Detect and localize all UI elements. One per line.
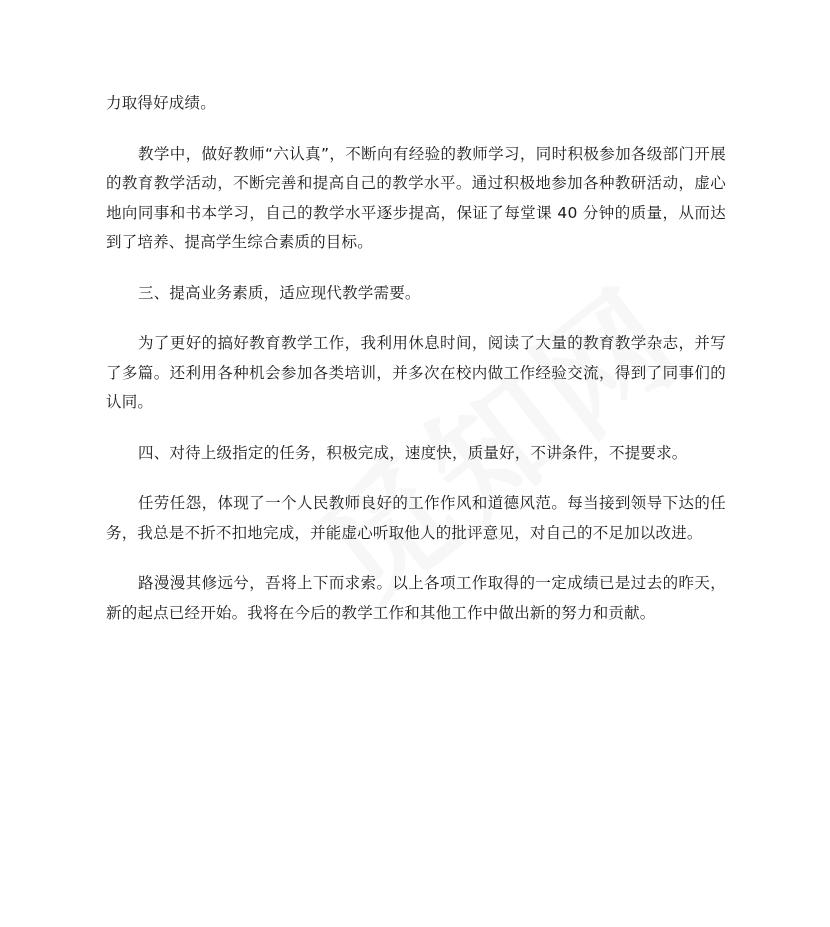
paragraph-training: 为了更好的搞好教育教学工作，我利用休息时间，阅读了大量的教育教学杂志，并写了多篇。还利用各种机会参加各类培训，并多次在校内做工作经验交流，得到了同事们的认同。 [106, 334, 726, 411]
paragraph-conclusion: 路漫漫其修远兮，吾将上下而求索。以上各项工作取得的一定成绩已是过去的昨天，新的起点已经开始。我将在今后的教学工作和其他工作中做出新的努力和贡献。 [106, 574, 726, 622]
section-heading-four: 四、对待上级指定的任务，积极完成，速度快，质量好，不讲条件，不提要求。 [138, 443, 688, 462]
paragraph-diligence: 任劳任怨，体现了一个人民教师良好的工作作风和道德风范。每当接到领导下达的任务，我总是不折不扣地完成，并能虚心听取他人的批评意见，对自己的不足加以改进。 [106, 494, 726, 542]
document-body [106, 89, 726, 649]
section-heading-three: 三、提高业务素质，适应现代教学需要。 [138, 283, 421, 302]
paragraph-continuation: 力取得好成绩。 [106, 94, 216, 112]
paragraph-teaching: 教学中，做好教师“六认真”，不断向有经验的教师学习，同时积极参加各级部门开展的教育教学活动，不断完善和提高自己的教学水平。通过积极地参加各种教研活动，虚心地向同事和书本学习，自己的教学水平逐步提高，保证了每堂课 40 分钟的质量，从而达到了培养、提高学生综合素质的目标。 [106, 144, 726, 251]
